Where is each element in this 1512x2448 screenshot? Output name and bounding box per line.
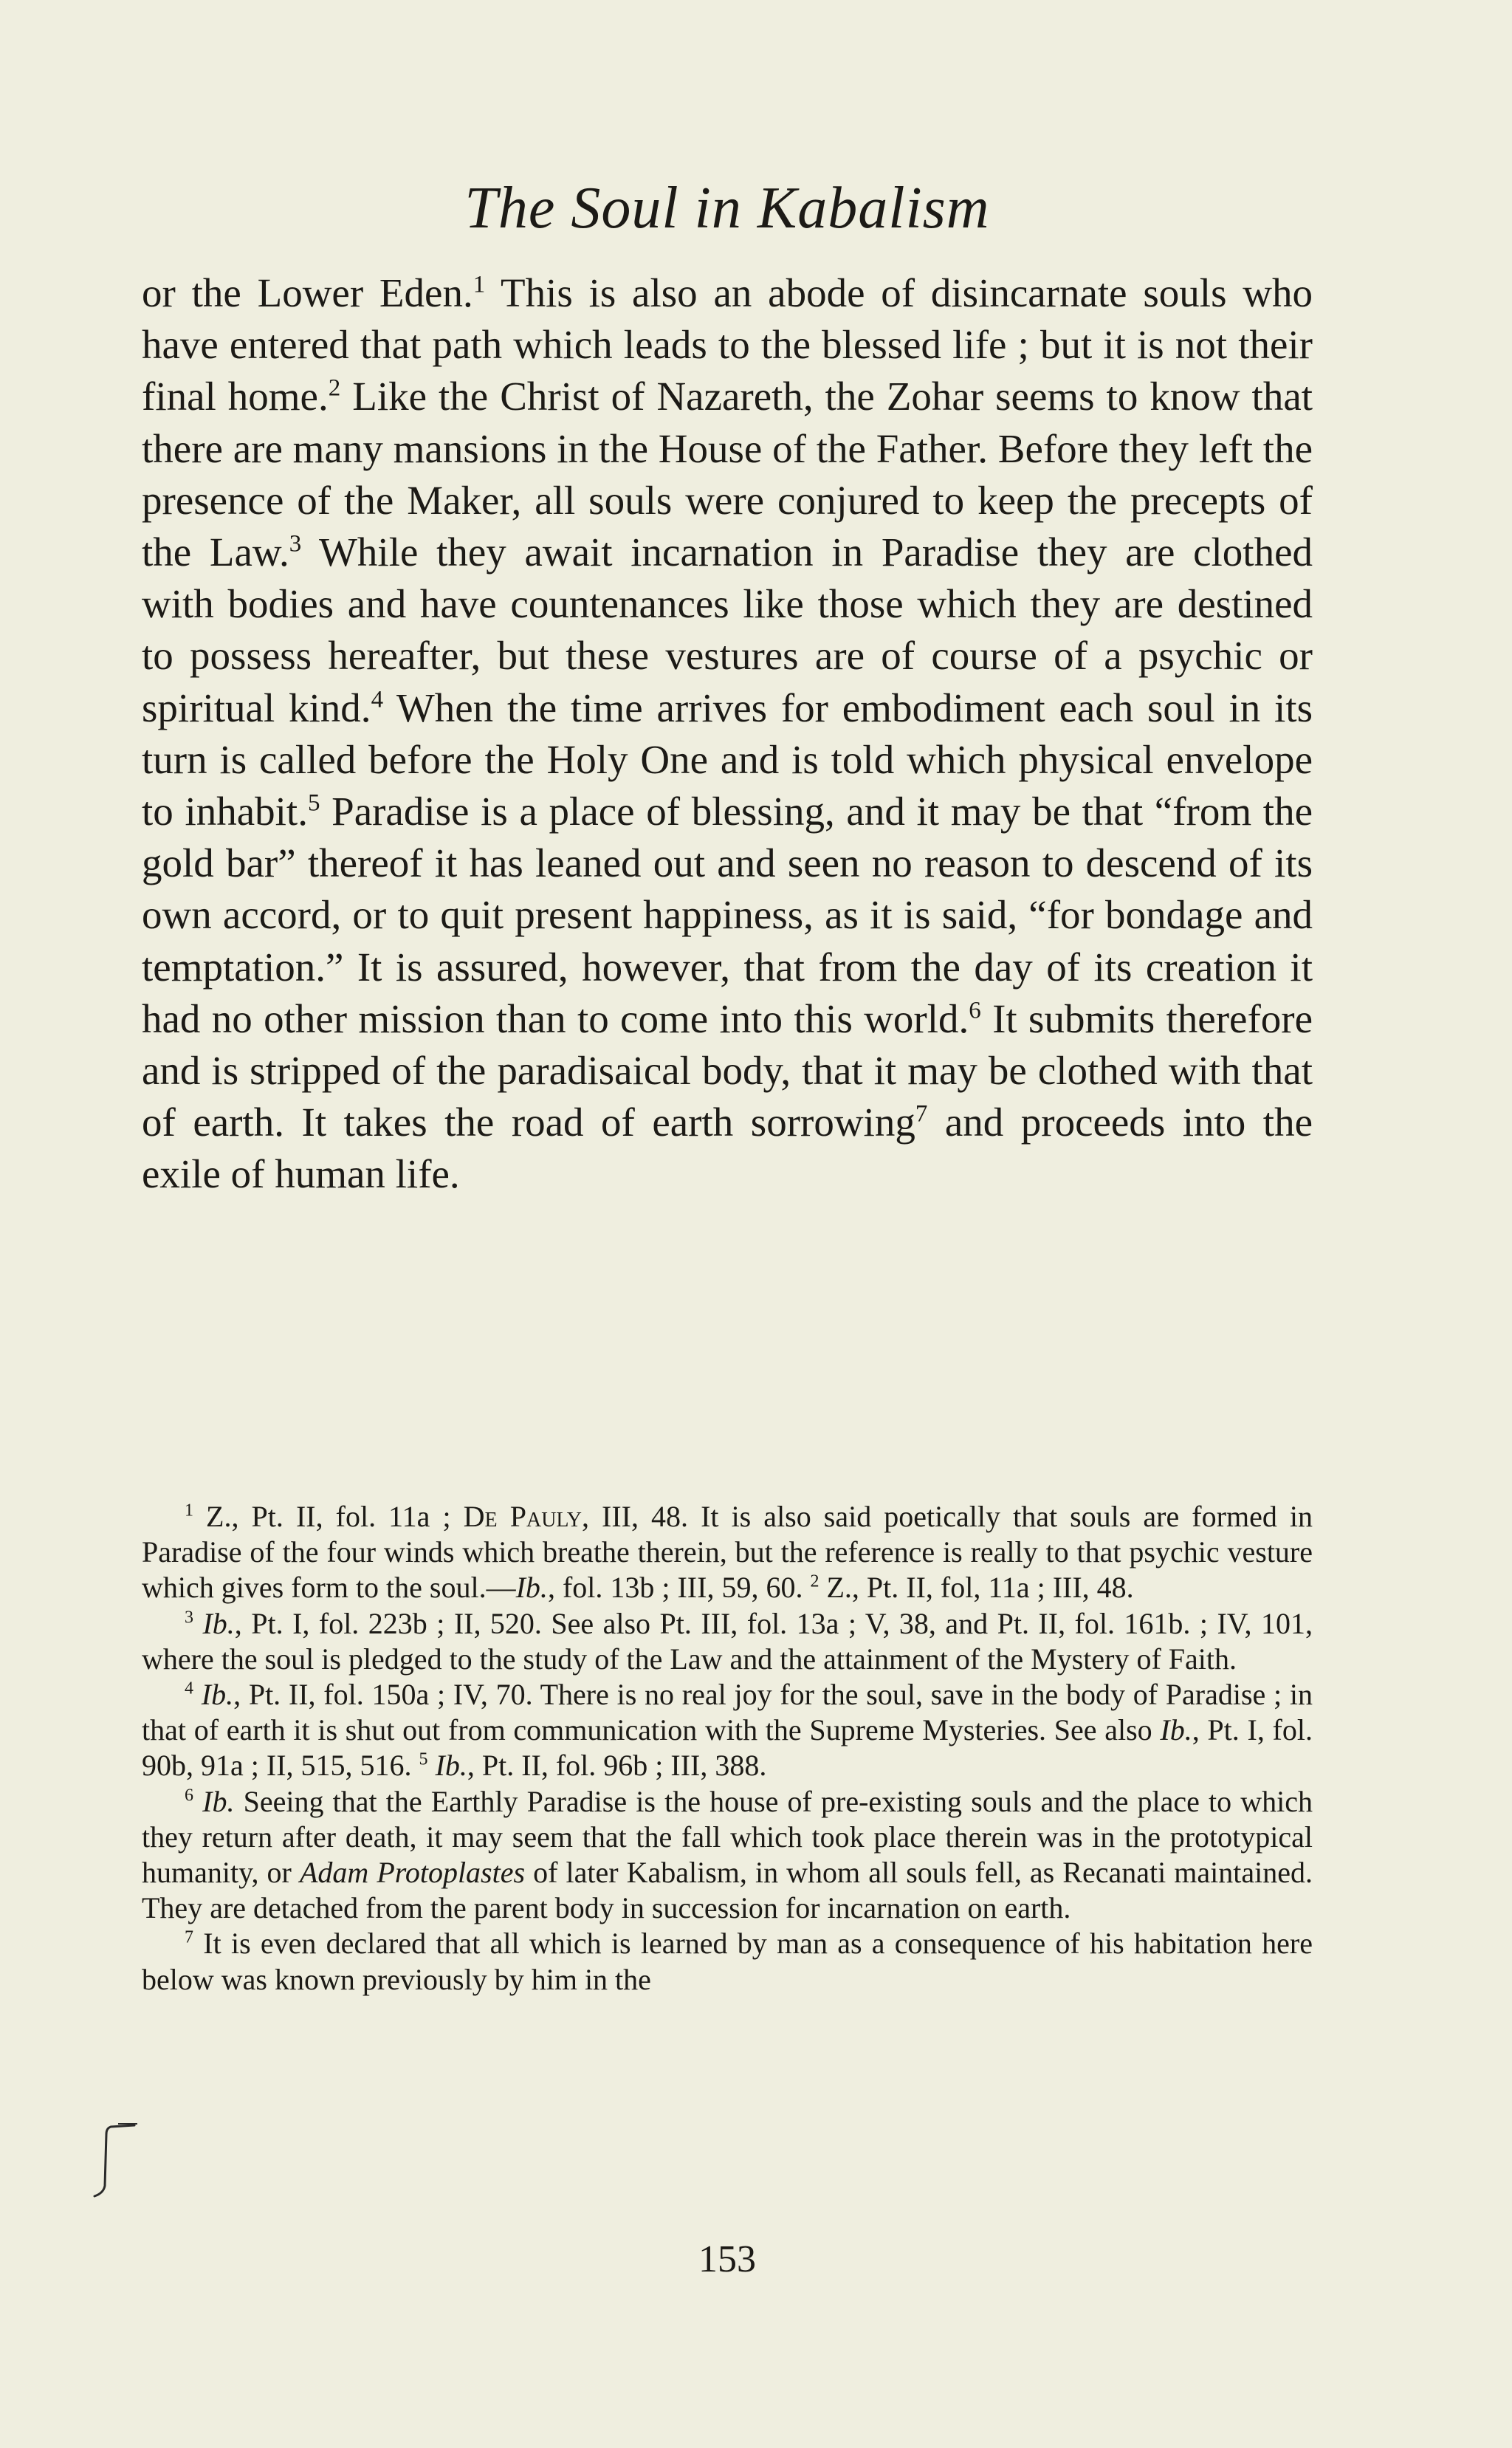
footnote-3 <box>142 1606 1313 1677</box>
footnote-ref: 1 <box>472 271 486 298</box>
running-head: The Soul in Kabalism <box>464 176 990 241</box>
footnotes <box>142 1499 1313 1998</box>
body-text-run: When the time arrives for embodiment each soul in its turn is called before the Holy One and is told which physical envelope to inhabit. <box>142 685 1313 834</box>
page-number: 153 <box>698 2238 756 2280</box>
footnote-text: , fol. 13b ; III, 59, 60. <box>547 1571 811 1605</box>
body-text <box>142 267 1313 1201</box>
footnote-emphasis: Adam Protoplastes <box>299 1856 526 1890</box>
footnote-ibid: Ib. <box>435 1749 467 1783</box>
footnote-number: 3 <box>185 1608 193 1628</box>
footnote-text: , Pt. II, fol. 150a ; IV, 70. There is no real joy for the soul, save in the body of Paradise ; in that of earth it is shut out from communication with the Supreme Mysteries. See also <box>142 1678 1313 1747</box>
footnote-ref: 3 <box>289 530 302 558</box>
footnote-text: , Pt. II, fol. 96b ; III, 388. <box>467 1749 767 1783</box>
body-text-run: While they await incarnation in Paradise they are clothed with bodies and have countenances like those which they are destined to possess hereafter, but these vestures are of course of a psychic or spiritual kind. <box>142 529 1313 730</box>
footnote-number: 4 <box>185 1679 193 1698</box>
footnote-text: , Pt. I, fol. 223b ; II, 520. See also Pt. III, fol. 13a ; V, 38, and Pt. II, fol. 161b. ; IV, 101, where the soul is pledged to the study of the Law and the attainment of the Mystery of Faith. <box>142 1606 1313 1676</box>
footnote-ibid: Ib. <box>515 1571 548 1605</box>
footnote-number: 5 <box>419 1750 428 1770</box>
body-text-run: It submits therefore and is stripped of the paradisaical body, that it may be clothed with that of earth. It takes the road of earth sorrowing <box>142 995 1313 1145</box>
footnote-number: 1 <box>185 1501 193 1520</box>
body-text-run: and proceeds into the exile of human life. <box>142 1100 1313 1197</box>
footnote-number: 2 <box>810 1572 819 1592</box>
footnote-ibid: Ib. <box>1160 1713 1192 1747</box>
footnote-ibid: Ib. <box>201 1678 234 1712</box>
footnote-ref: 2 <box>328 375 341 402</box>
footnote-number: 7 <box>185 1928 193 1948</box>
body-text-run: This is also an abode of disincarnate souls who have entered that path which leads to the blessed life ; but it is not their final home. <box>142 270 1313 419</box>
footnote-text: Z., Pt. II, fol, 11a ; III, 48. <box>819 1571 1134 1605</box>
footnote-text: of later Kabalism, in whom all souls fell, as Recanati maintained. They are detached from the parent body in succession for incarnation on earth. <box>142 1856 1313 1925</box>
footnote-text: It is even declared that all which is learned by man as a consequence of his habitation here below was known previously by him in the <box>142 1927 1313 1996</box>
footnote-text: Z., Pt. II, fol. 11a ; <box>193 1500 464 1533</box>
footnote-text: Seeing that the Earthly Paradise is the house of pre-existing souls and the place to which they return after death, it may seem that the fall which took place therein was in the prototypical humanity, or <box>142 1784 1313 1890</box>
body-text-run: Paradise is a place of blessing, and it may be that “from the gold bar” thereof it has leaned out and seen no reason to descend of its own accord, or to quit present happiness, as it is said, “for bondage and temptation.” It is assured, however, that from the day of its creation it had no other mission than to come into this world. <box>142 789 1313 1041</box>
footnote-text: , Pt. I, fol. 90b, 91a ; II, 515, 516. <box>142 1713 1313 1783</box>
body-text-run: or the Lower Eden. <box>142 270 473 315</box>
footnote-author: De Pauly <box>463 1500 582 1533</box>
footnote-number: 6 <box>185 1786 193 1806</box>
body-paragraph <box>142 267 1313 1201</box>
footnote-ref: 7 <box>915 1100 928 1128</box>
footnote-ref: 4 <box>371 686 384 713</box>
footnote-7 <box>142 1926 1313 1997</box>
footnote-ibid: Ib. <box>202 1606 235 1640</box>
body-text-run: Like the Christ of Nazareth, the Zohar seems to know that there are many mansions in the House of the Father. Before they left the presence of the Maker, all souls were conjured to keep the precepts of the Law. <box>142 374 1313 575</box>
footnote-1 <box>142 1499 1313 1606</box>
footnote-ref: 5 <box>307 789 320 817</box>
footnote-text: , III, 48. It is also said poetically that souls are formed in Paradise of the four winds which breathe therein, but the reference is really to that psychic vesture which gives form to the soul.— <box>142 1500 1313 1605</box>
footnote-ibid: Ib. <box>202 1784 235 1818</box>
footnote-ref: 6 <box>969 997 981 1024</box>
footnote-4 <box>142 1677 1313 1784</box>
pencil-bracket-mark <box>89 2119 140 2201</box>
footnote-6 <box>142 1784 1313 1927</box>
